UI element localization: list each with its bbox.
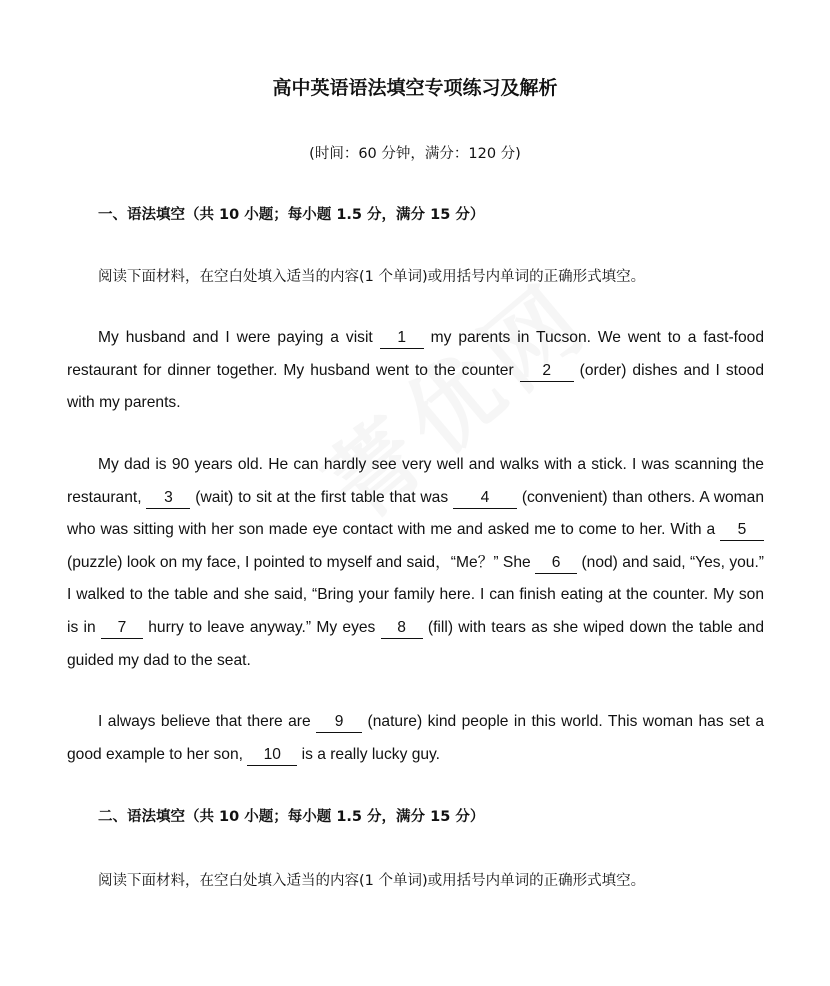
passage-text: (puzzle) look on my face, I pointed to myself and said，“Me？” She	[67, 553, 536, 571]
blank-8[interactable]: 8	[381, 618, 423, 639]
blank-2[interactable]: 2	[520, 361, 574, 382]
page-title: 高中英语语法填空专项练习及解析	[272, 77, 558, 99]
passage-text: is a really lucky guy.	[297, 745, 441, 763]
passage-text: hurry to leave anyway.” My eyes	[142, 618, 381, 636]
passage-text: I always believe that there are	[98, 713, 317, 730]
passage-paragraph-3	[67, 706, 764, 771]
blank-7[interactable]: 7	[101, 618, 143, 639]
blank-10[interactable]: 10	[247, 745, 297, 766]
section-2-instruction: 阅读下面材料，在空白处填入适当的内容(1 个单词)或用括号内单词的正确形式填空。	[98, 873, 646, 889]
passage-text: my parents in Tucson. We went to a fast-food restaurant for dinner together. My husband went to the counter	[67, 329, 764, 379]
passage-text: (convenient) than others. A woman who was sitting with her son made eye contact with me and asked me to come to her. With a	[67, 488, 764, 539]
passage-paragraph-2	[67, 449, 764, 677]
blank-6[interactable]: 6	[535, 553, 577, 574]
blank-1[interactable]: 1	[380, 328, 424, 349]
passage-paragraph-1	[67, 322, 764, 420]
passage-text: (fill) with tears as she wiped down the table and guided my dad to the seat.	[67, 618, 765, 669]
section-1-heading: 一、语法填空（共 10 小题；每小题 1.5 分，满分 15 分）	[98, 207, 485, 223]
passage-text: (order) dishes and I stood with my parents.	[67, 361, 764, 412]
section-2-heading: 二、语法填空（共 10 小题；每小题 1.5 分，满分 15 分）	[98, 809, 485, 825]
blank-5[interactable]: 5	[720, 520, 764, 541]
blank-3[interactable]: 3	[146, 488, 190, 509]
passage-text: My husband and I were paying a visit	[98, 329, 380, 346]
blank-9[interactable]: 9	[316, 712, 362, 733]
passage-text: My dad is 90 years old. He can hardly see very well and walks with a stick. I was scanning the restaurant,	[67, 456, 764, 506]
blank-4[interactable]: 4	[453, 488, 517, 509]
section-1-instruction: 阅读下面材料，在空白处填入适当的内容(1 个单词)或用括号内单词的正确形式填空。	[98, 269, 646, 285]
passage-text: (nature) kind people in this world. This woman has set a good example to her son,	[67, 713, 764, 763]
passage-text: (wait) to sit at the first table that was	[190, 488, 453, 506]
exam-info: (时间：60 分钟，满分：120 分)	[309, 146, 521, 162]
passage-text: (nod) and said, “Yes, you.” I walked to the table and she said, “Bring your family here. I can finish eating at the counter. My son is in	[67, 553, 764, 636]
